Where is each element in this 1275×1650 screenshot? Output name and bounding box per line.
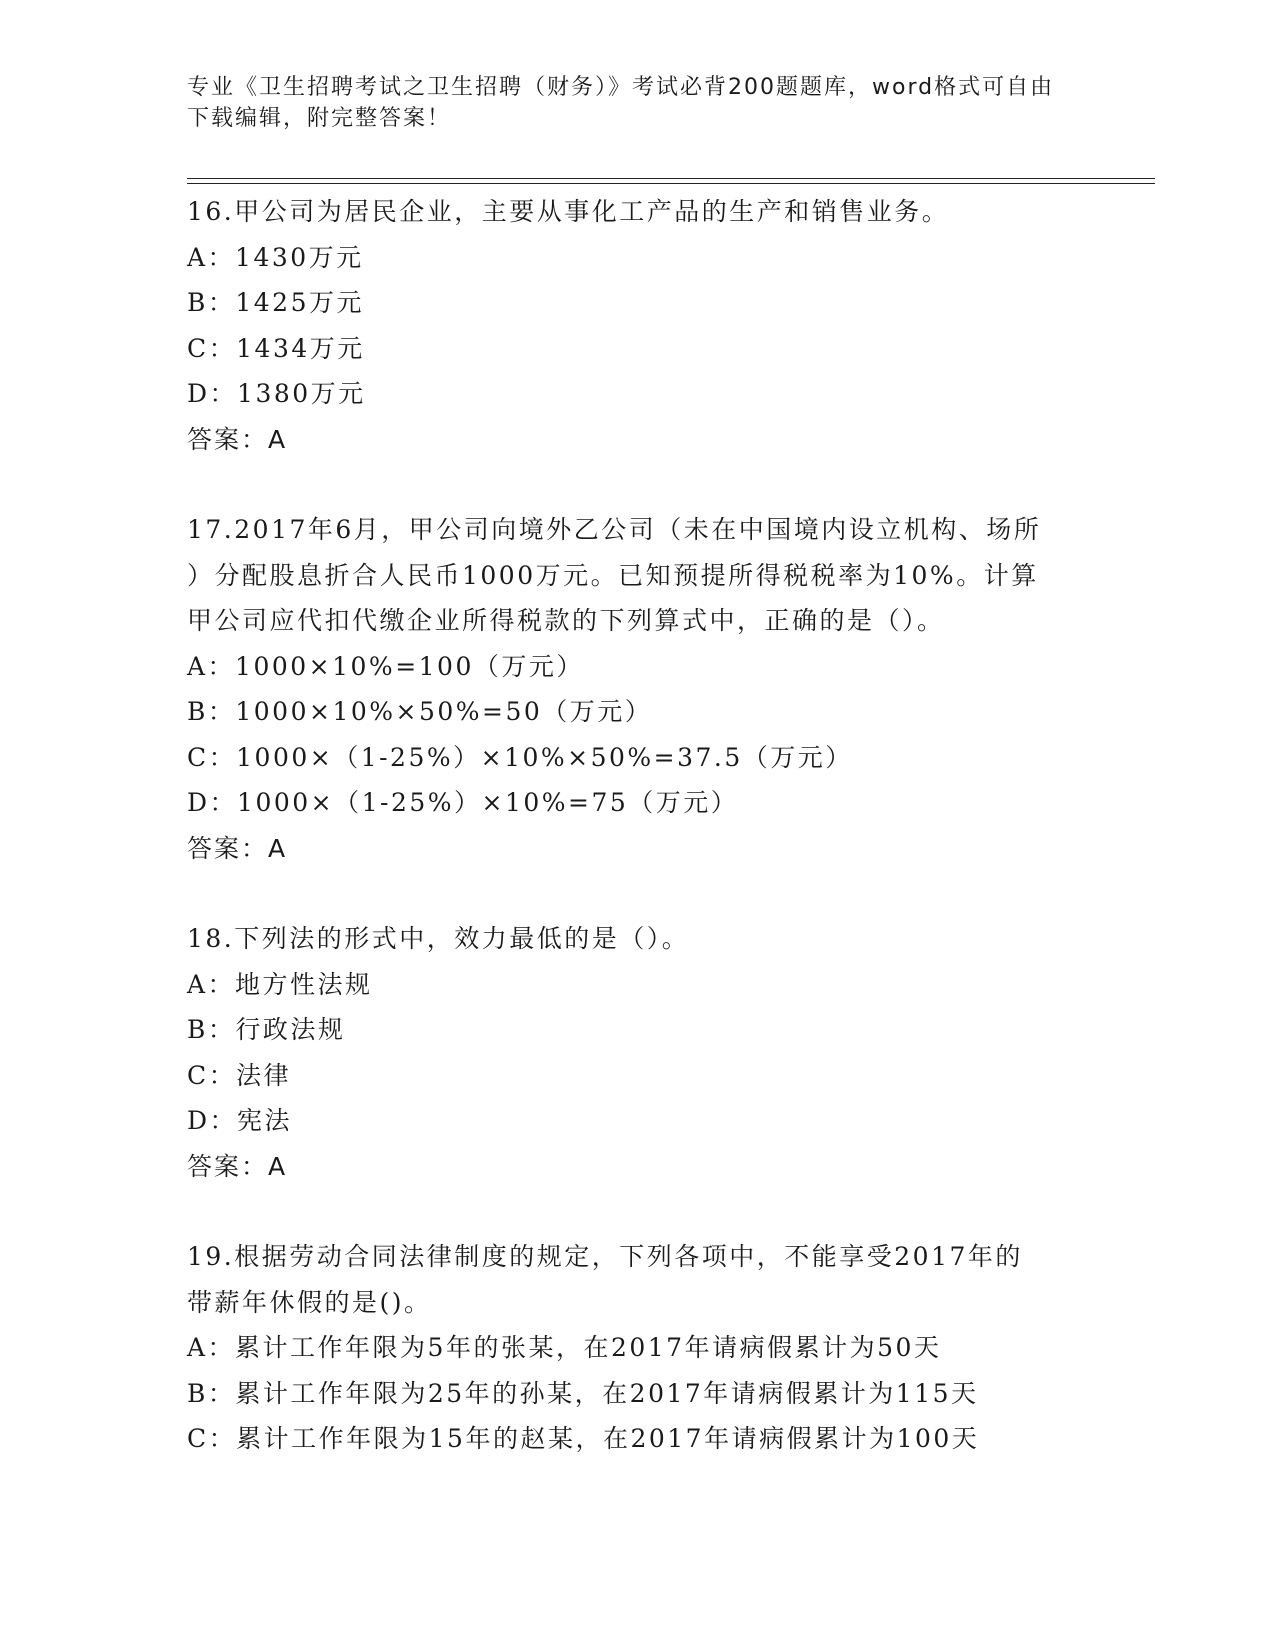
- question-16: [187, 189, 1077, 462]
- option-b: B：1000×10%×50%=50（万元）: [187, 697, 653, 726]
- question-stem: 16.甲公司为居民企业，主要从事化工产品的生产和销售业务。: [187, 197, 950, 226]
- option-a: A：1000×10%=100（万元）: [187, 651, 584, 681]
- answer-line: 答案：A: [187, 424, 288, 454]
- option-a: A：1430万元: [187, 242, 364, 272]
- option-d: D：宪法: [187, 1106, 293, 1135]
- option-b: B：1425万元: [187, 288, 364, 317]
- question-17: [187, 507, 1077, 871]
- option-b: B：行政法规: [187, 1015, 346, 1044]
- question-19: [187, 1234, 1077, 1462]
- option-d: D：1380万元: [187, 379, 366, 408]
- header-divider: [187, 178, 1155, 184]
- option-a: A：地方性法规: [187, 969, 373, 999]
- question-stem: 18.下列法的形式中，效力最低的是（）。: [187, 924, 690, 953]
- question-18: [187, 916, 1077, 1189]
- question-stem: 19.根据劳动合同法律制度的规定，下列各项中，不能享受2017年的 带薪年休假的是()。: [187, 1242, 1023, 1317]
- option-c: C：法律: [187, 1060, 292, 1090]
- option-c: C：1000×（1-25%）×10%×50%=37.5（万元）: [187, 742, 853, 772]
- option-d: D：1000×（1-25%）×10%=75（万元）: [187, 788, 739, 817]
- question-stem: 17.2017年6月，甲公司向境外乙公司（未在中国境内设立机构、场所 ）分配股息折合人民币1000万元。已知预提所得税税率为10%。计算 甲公司应代扣代缴企业所得税款的下列算式中，正确的是（）。: [187, 515, 1042, 635]
- option-c: C：累计工作年限为15年的赵某，在2017年请病假累计为100天: [187, 1424, 980, 1453]
- option-b: B：累计工作年限为25年的孙某，在2017年请病假累计为115天: [187, 1378, 979, 1408]
- option-a: A：累计工作年限为5年的张某，在2017年请病假累计为50天: [187, 1333, 942, 1362]
- document-header: 专业《卫生招聘考试之卫生招聘（财务）》考试必背200题题库，word格式可自由下载编辑，附完整答案！: [187, 75, 1055, 131]
- question-list: [187, 189, 1077, 1507]
- option-c: C：1434万元: [187, 333, 365, 363]
- answer-line: 答案：A: [187, 1151, 288, 1181]
- answer-line: 答案：A: [187, 833, 288, 863]
